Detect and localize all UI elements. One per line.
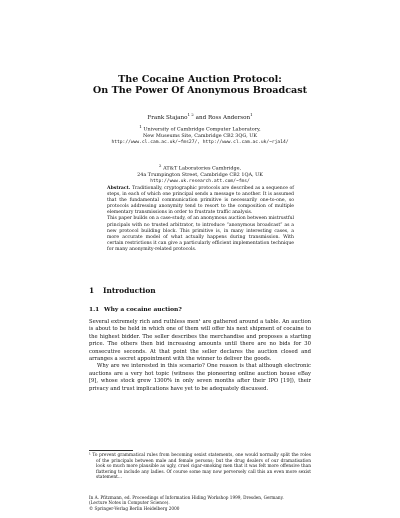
subsection-heading	[89, 306, 182, 313]
abstract	[107, 186, 294, 253]
affiliation-mark: 2	[158, 163, 162, 168]
section-number: 1	[89, 286, 95, 295]
author-list	[0, 112, 400, 121]
author-affiliation-marks: 1 2	[187, 112, 194, 117]
body-text	[89, 319, 311, 393]
abstract-paragraph: This paper builds on a case-study, of an anonymous auction between mistrustful principals with no trusted arbitrator, to introduce “anonymous broadcast” as a new protocol building block. This primitive is, in many interesting cases, a more accurate model of what actually happens during transmission. With certain restrictions it can give a particularly efficient implementation technique for many anonymity-related protocols.	[107, 216, 294, 252]
author-affiliation-marks: 1	[250, 112, 253, 117]
abstract-paragraph: Abstract. Traditionally, cryptographic protocols are described as a sequence of steps, in each of which one principal sends a message to another. It is assumed that the fundamental communication primitive is necessarily one-to-one, so protocols addressing anonymity tend to resort to the composition of multiple elementary transmissions in order to frustrate traffic analysis.	[107, 186, 294, 216]
affiliation-line: $^1$ University of Cambridge Computer Laboratory,	[139, 124, 261, 133]
section-title: Introduction	[103, 286, 156, 295]
subsection-number: 1.1	[89, 306, 100, 313]
paper-title-line2: On The Power Of Anonymous Broadcast	[92, 85, 308, 96]
affiliation-block	[0, 163, 400, 185]
subsection-title: Why a cocaine auction?	[104, 306, 182, 313]
footnote-text: ¹ To prevent grammatical rules from becoming sexist statements, one would normally split the roles of the principals between male and female persons; but the drug dealers of our dramatisation look so much more plausible as ugly, cruel cigar-smoking men that it was felt more offensive than flattering to include any ladies. Of course some may now perversely call this an even more sexist statement...	[89, 453, 311, 481]
affiliation-line: New Museums Site, Cambridge CB2 3QG, UK	[143, 133, 257, 140]
body-paragraph: Several extremely rich and ruthless men¹ are gathered around a table. An auction is about to be held in which one of them will offer his next shipment of cocaine to the highest bidder. The seller describes the merchandise and proposes a starting price. The others then bid increasing amounts until there are no bids for 30 consecutive seconds. At that point the seller declares the auction closed and arranges a secret appointment with the winner to deliver the goods.	[89, 319, 311, 363]
section-heading	[89, 286, 156, 295]
publication-citation	[89, 495, 311, 511]
citation-line: © Springer-Verlag Berlin Heidelberg 2000	[89, 505, 180, 511]
abstract-label: Abstract.	[107, 186, 131, 191]
author-name: Ross Anderson	[207, 114, 251, 121]
footnote-rule	[89, 450, 133, 451]
paper-title-line1: The Cocaine Auction Protocol:	[118, 74, 282, 85]
affiliation-line: 24a Trumpington Street, Cambridge CB2 1QA, UK	[137, 172, 263, 179]
footnote	[89, 453, 311, 481]
affiliation-line: $^2$ AT&T Laboratories Cambridge,	[158, 163, 242, 172]
affiliation-url[interactable]: http://www.uk.research.att.com/~fms/	[150, 178, 250, 184]
citation-line: In A. Pfitzmann, ed. Proceedings of Information Hiding Workshop 1999, Dresden, Germany.	[89, 495, 284, 500]
affiliation-mark: 1	[139, 124, 142, 129]
affiliation-url[interactable]: http://www.cl.cam.ac.uk/~fms27/, http://www.cl.cam.ac.uk/~rja14/	[111, 139, 289, 145]
body-paragraph: Why are we interested in this scenario? One reason is that although electronic auctions are a very hot topic (witness the pioneering online auction house eBay [9], whose stock grew 1300% in only seven months after their IPO [19]), their privacy and trust implications have yet to be adequately discussed.	[89, 363, 311, 392]
affiliation-block	[0, 124, 400, 146]
author-conjunction: and	[195, 114, 207, 121]
citation-line: (Lecture Notes in Computer Science).	[89, 500, 170, 506]
author-name: Frank Stajano	[147, 114, 188, 121]
